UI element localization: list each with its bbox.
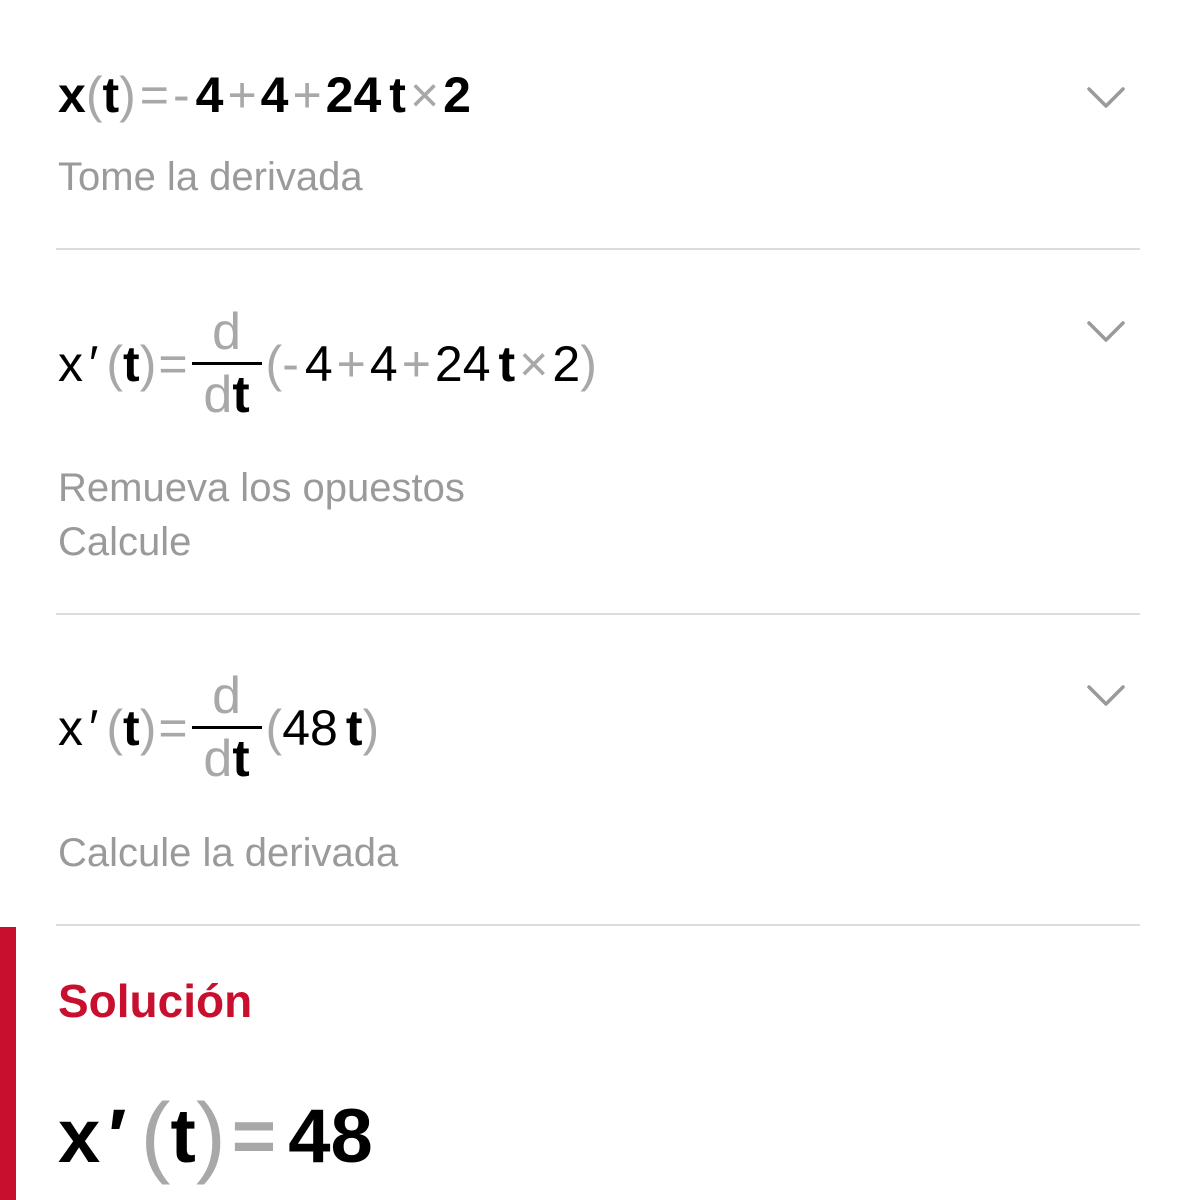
close-paren: ) <box>195 1086 226 1186</box>
equals-sign: = <box>231 1094 277 1179</box>
solution-title: Solución <box>58 975 253 1027</box>
term: 4 <box>195 67 224 123</box>
term: t <box>498 335 516 392</box>
term: 48 <box>282 699 338 756</box>
chevron-down-icon[interactable] <box>1086 320 1126 344</box>
solution-accent-bar <box>0 927 16 1200</box>
term: - <box>282 335 299 392</box>
lhs-var: x <box>58 335 83 392</box>
step-2-equation <box>58 304 597 423</box>
prime-mark: ′ <box>89 335 99 392</box>
arg-var: t <box>170 1094 196 1179</box>
term: + <box>401 335 431 392</box>
prime-mark: ′ <box>89 699 99 756</box>
lhs-var: x <box>58 1094 101 1179</box>
arg-var: t <box>102 67 120 123</box>
term: 4 <box>369 335 398 392</box>
open-paren: ( <box>140 1086 171 1186</box>
term: 2 <box>443 67 471 123</box>
fraction-numerator: d <box>212 667 241 725</box>
divider <box>56 924 1140 926</box>
fraction-bar <box>192 362 262 365</box>
arg-var: t <box>123 335 140 392</box>
term: 4 <box>260 67 289 123</box>
fraction-numerator: d <box>212 303 241 361</box>
term: + <box>292 67 322 123</box>
step-3-description: Calcule la derivada <box>58 831 399 875</box>
term: - <box>172 67 190 123</box>
close-paren: ) <box>139 335 157 392</box>
open-paren: ( <box>106 699 124 756</box>
equals-sign: = <box>158 699 188 756</box>
divider <box>56 613 1140 615</box>
prime-mark: ′ <box>108 1094 127 1179</box>
term: × <box>409 67 440 123</box>
chevron-down-icon[interactable] <box>1086 86 1126 110</box>
open-paren: ( <box>106 335 124 392</box>
term: t <box>345 699 363 756</box>
close-paren: ) <box>362 699 380 756</box>
open-paren: ( <box>265 335 283 392</box>
term: t <box>389 67 406 123</box>
derivative-operator <box>192 668 262 787</box>
lhs-var: x <box>58 67 86 123</box>
lhs-var: x <box>58 699 83 756</box>
equals-sign: = <box>158 335 188 392</box>
fraction-denominator: dt <box>203 730 250 788</box>
step-3-equation <box>58 668 379 787</box>
term: 4 <box>304 335 333 392</box>
term: 24 <box>434 335 491 392</box>
solution-value: 48 <box>288 1094 373 1179</box>
term: 2 <box>552 335 581 392</box>
term: + <box>227 67 257 123</box>
fraction-bar <box>192 726 262 729</box>
step-1-description: Tome la derivada <box>58 155 363 199</box>
chevron-down-icon[interactable] <box>1086 684 1126 708</box>
open-paren: ( <box>265 699 283 756</box>
close-paren: ) <box>580 335 597 392</box>
close-paren: ) <box>139 699 157 756</box>
open-paren: ( <box>85 67 103 123</box>
arg-var: t <box>123 699 140 756</box>
step-2-description-line-2: Calcule <box>58 520 192 564</box>
step-1-equation <box>58 66 471 124</box>
term: 24 <box>325 67 382 123</box>
step-2-description-line-1: Remueva los opuestos <box>58 466 465 510</box>
derivative-operator <box>192 304 262 423</box>
divider <box>56 248 1140 250</box>
equals-sign: = <box>139 67 169 123</box>
term: × <box>519 335 549 392</box>
term: + <box>336 335 366 392</box>
close-paren: ) <box>119 67 136 123</box>
fraction-denominator: dt <box>203 366 250 424</box>
solution-equation <box>58 1085 373 1188</box>
